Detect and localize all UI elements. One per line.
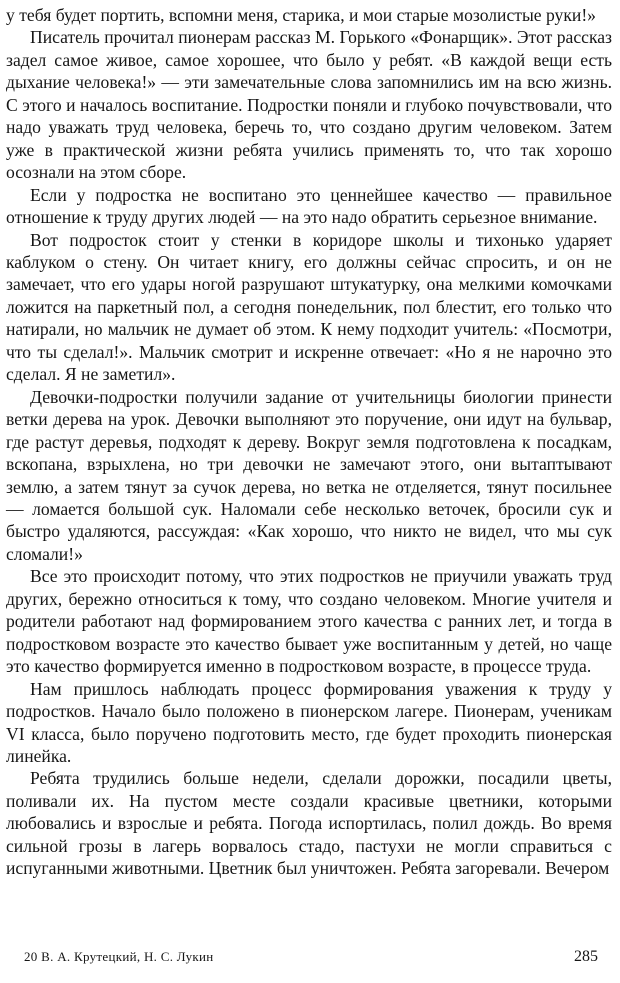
paragraph: Ребята трудились больше недели, сделали дорожки, посадили цветы, поливали их. На пустом месте создали красивые цветники, которыми любовались и взрослые и ребята. Погода испортилась, полил дождь. Во время сильной грозы в лагерь ворвалось стадо, пастухи не могли справиться с испуганными животными. Цветник был уничтожен. Ребята загоревали. Вечером (6, 768, 612, 879)
paragraph-continued: у тебя будет портить, вспомни меня, старика, и мои старые мозолистые руки!» (6, 5, 596, 25)
paragraph: Нам пришлось наблюдать процесс формирования уважения к труду у подростков. Начало было положено в пионерском лагере. Пионерам, ученикам VI класса, было поручено подготовить место, где будет проходить пионерская линейка. (6, 678, 612, 766)
paragraph: Все это происходит потому, что этих подростков не приучили уважать труд других, бережно относиться к тому, что создано человеком. Многие учителя и родители работают над формированием этого качества с ранних лет, и тогда в подростковом возрасте это качество бывает уже воспитанным у детей, но чаще это качество формируется именно в подростковом возрасте, в процессе труда. (6, 566, 612, 677)
page-number: 285 (574, 948, 598, 965)
paragraph: Девочки-подростки получили задание от учительницы биологии принести ветки дерева на урок. Девочки выполняют это поручение, они идут на бульвар, где растут деревья, подходят к дереву. Вокруг земля подготовлена к посадкам, вскопана, взрыхлена, но три девочки не замечают этого, они вытаптывают землю, а затем тянут за сучок дерева, но ветка не отделяется, тянут посильнее — ломается большой сук. Наломали себе несколько веточек, бросили сук и быстро удаляются, рассуждая: «Как хорошо, что никто не видел, что мы сук сломали!» (6, 386, 612, 564)
page-body-text (6, 4, 612, 880)
printer-signature: 20 В. А. Крутецкий, Н. С. Лукин (24, 949, 214, 964)
paragraph: Если у подростка не воспитано это ценнейшее качество — правильное отношение к труду других людей — на это надо обратить серьезное внимание. (6, 184, 612, 228)
page-footer (24, 946, 598, 970)
paragraph: Писатель прочитал пионерам рассказ М. Горького «Фонарщик». Этот рассказ задел самое живое, самое хорошее, что было у ребят. «В каждой вещи есть дыхание человека!» — эти замечательные слова запомнились им на всю жизнь. С этого и началось воспитание. Подростки поняли и глубоко почувствовали, что надо уважать труд человека, беречь то, что создано другим человеком. Затем уже в практической жизни ребята учились применять то, что так хорошо осознали на этом сборе. (6, 27, 612, 183)
paragraph: Вот подросток стоит у стенки в коридоре школы и тихонько ударяет каблуком о стену. Он читает книгу, его должны сейчас спросить, и он не замечает, что его удары ногой разрушают штукатурку, она мелкими комочками ложится на паркетный пол, а сегодня понедельник, пол блестит, его только что натирали, но мальчик не думает об этом. К нему подходит учитель: «Посмотри, что ты сделал!». Мальчик смотрит и искренне отвечает: «Но я не нарочно это сделал. Я не заметил». (6, 229, 612, 385)
